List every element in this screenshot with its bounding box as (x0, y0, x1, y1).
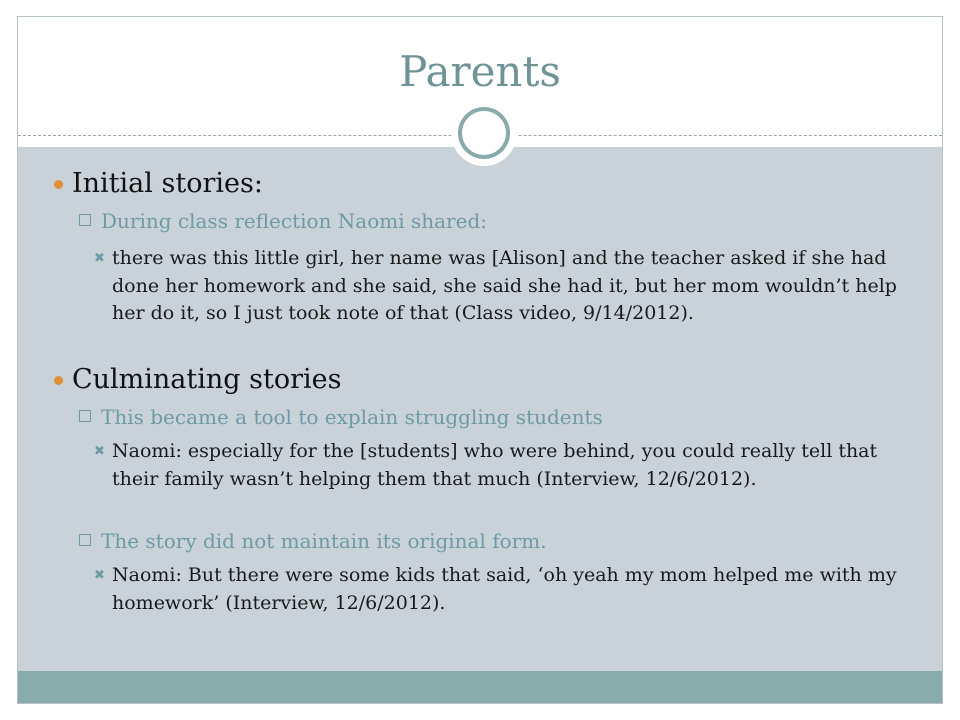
subpoint-text: During class reflection Naomi shared: (101, 209, 487, 233)
section-heading-text: Culminating stories (72, 364, 342, 395)
square-bullet-icon (79, 410, 91, 422)
square-bullet-icon (79, 214, 91, 226)
round-bullet-icon (54, 376, 63, 385)
section-heading-initial (72, 167, 263, 201)
section-heading-culminating (72, 363, 342, 397)
subpoint-class-reflection (101, 208, 487, 234)
circle-ornament-icon (451, 100, 517, 166)
subpoint-original-form (101, 528, 547, 554)
round-bullet-icon (54, 180, 63, 189)
footer-band (18, 671, 942, 703)
slide-title: Parents (399, 47, 561, 96)
detail-alison-quote (94, 245, 922, 328)
detail-text: Naomi: But there were some kids that said, ‘oh yeah my mom helped me with my homework’ (Interview, 12/6/2012). (112, 564, 897, 614)
detail-text: Naomi: especially for the [students] who were behind, you could really tell that their family wasn’t helping them that much (Interview, 12/6/2012). (112, 440, 878, 490)
section-heading-text: Initial stories: (72, 168, 263, 199)
circle-ornament-ring (458, 107, 510, 159)
slide (17, 16, 943, 704)
x-bullet-icon: ✖ (94, 444, 105, 459)
square-bullet-icon (79, 534, 91, 546)
x-bullet-icon: ✖ (94, 568, 105, 583)
detail-text: there was this little girl, her name was [Alison] and the teacher asked if she had done her homework and she said, she said she had it, but her mom wouldn’t help her do it, so I just took note of that (Class video, 9/14/2012). (112, 247, 897, 324)
detail-mom-helped-quote (94, 562, 922, 617)
subpoint-text: This became a tool to explain struggling students (101, 405, 603, 429)
subpoint-struggling-students (101, 404, 603, 430)
detail-behind-students-quote (94, 438, 922, 493)
subpoint-text: The story did not maintain its original form. (101, 529, 547, 553)
x-bullet-icon: ✖ (94, 251, 105, 266)
